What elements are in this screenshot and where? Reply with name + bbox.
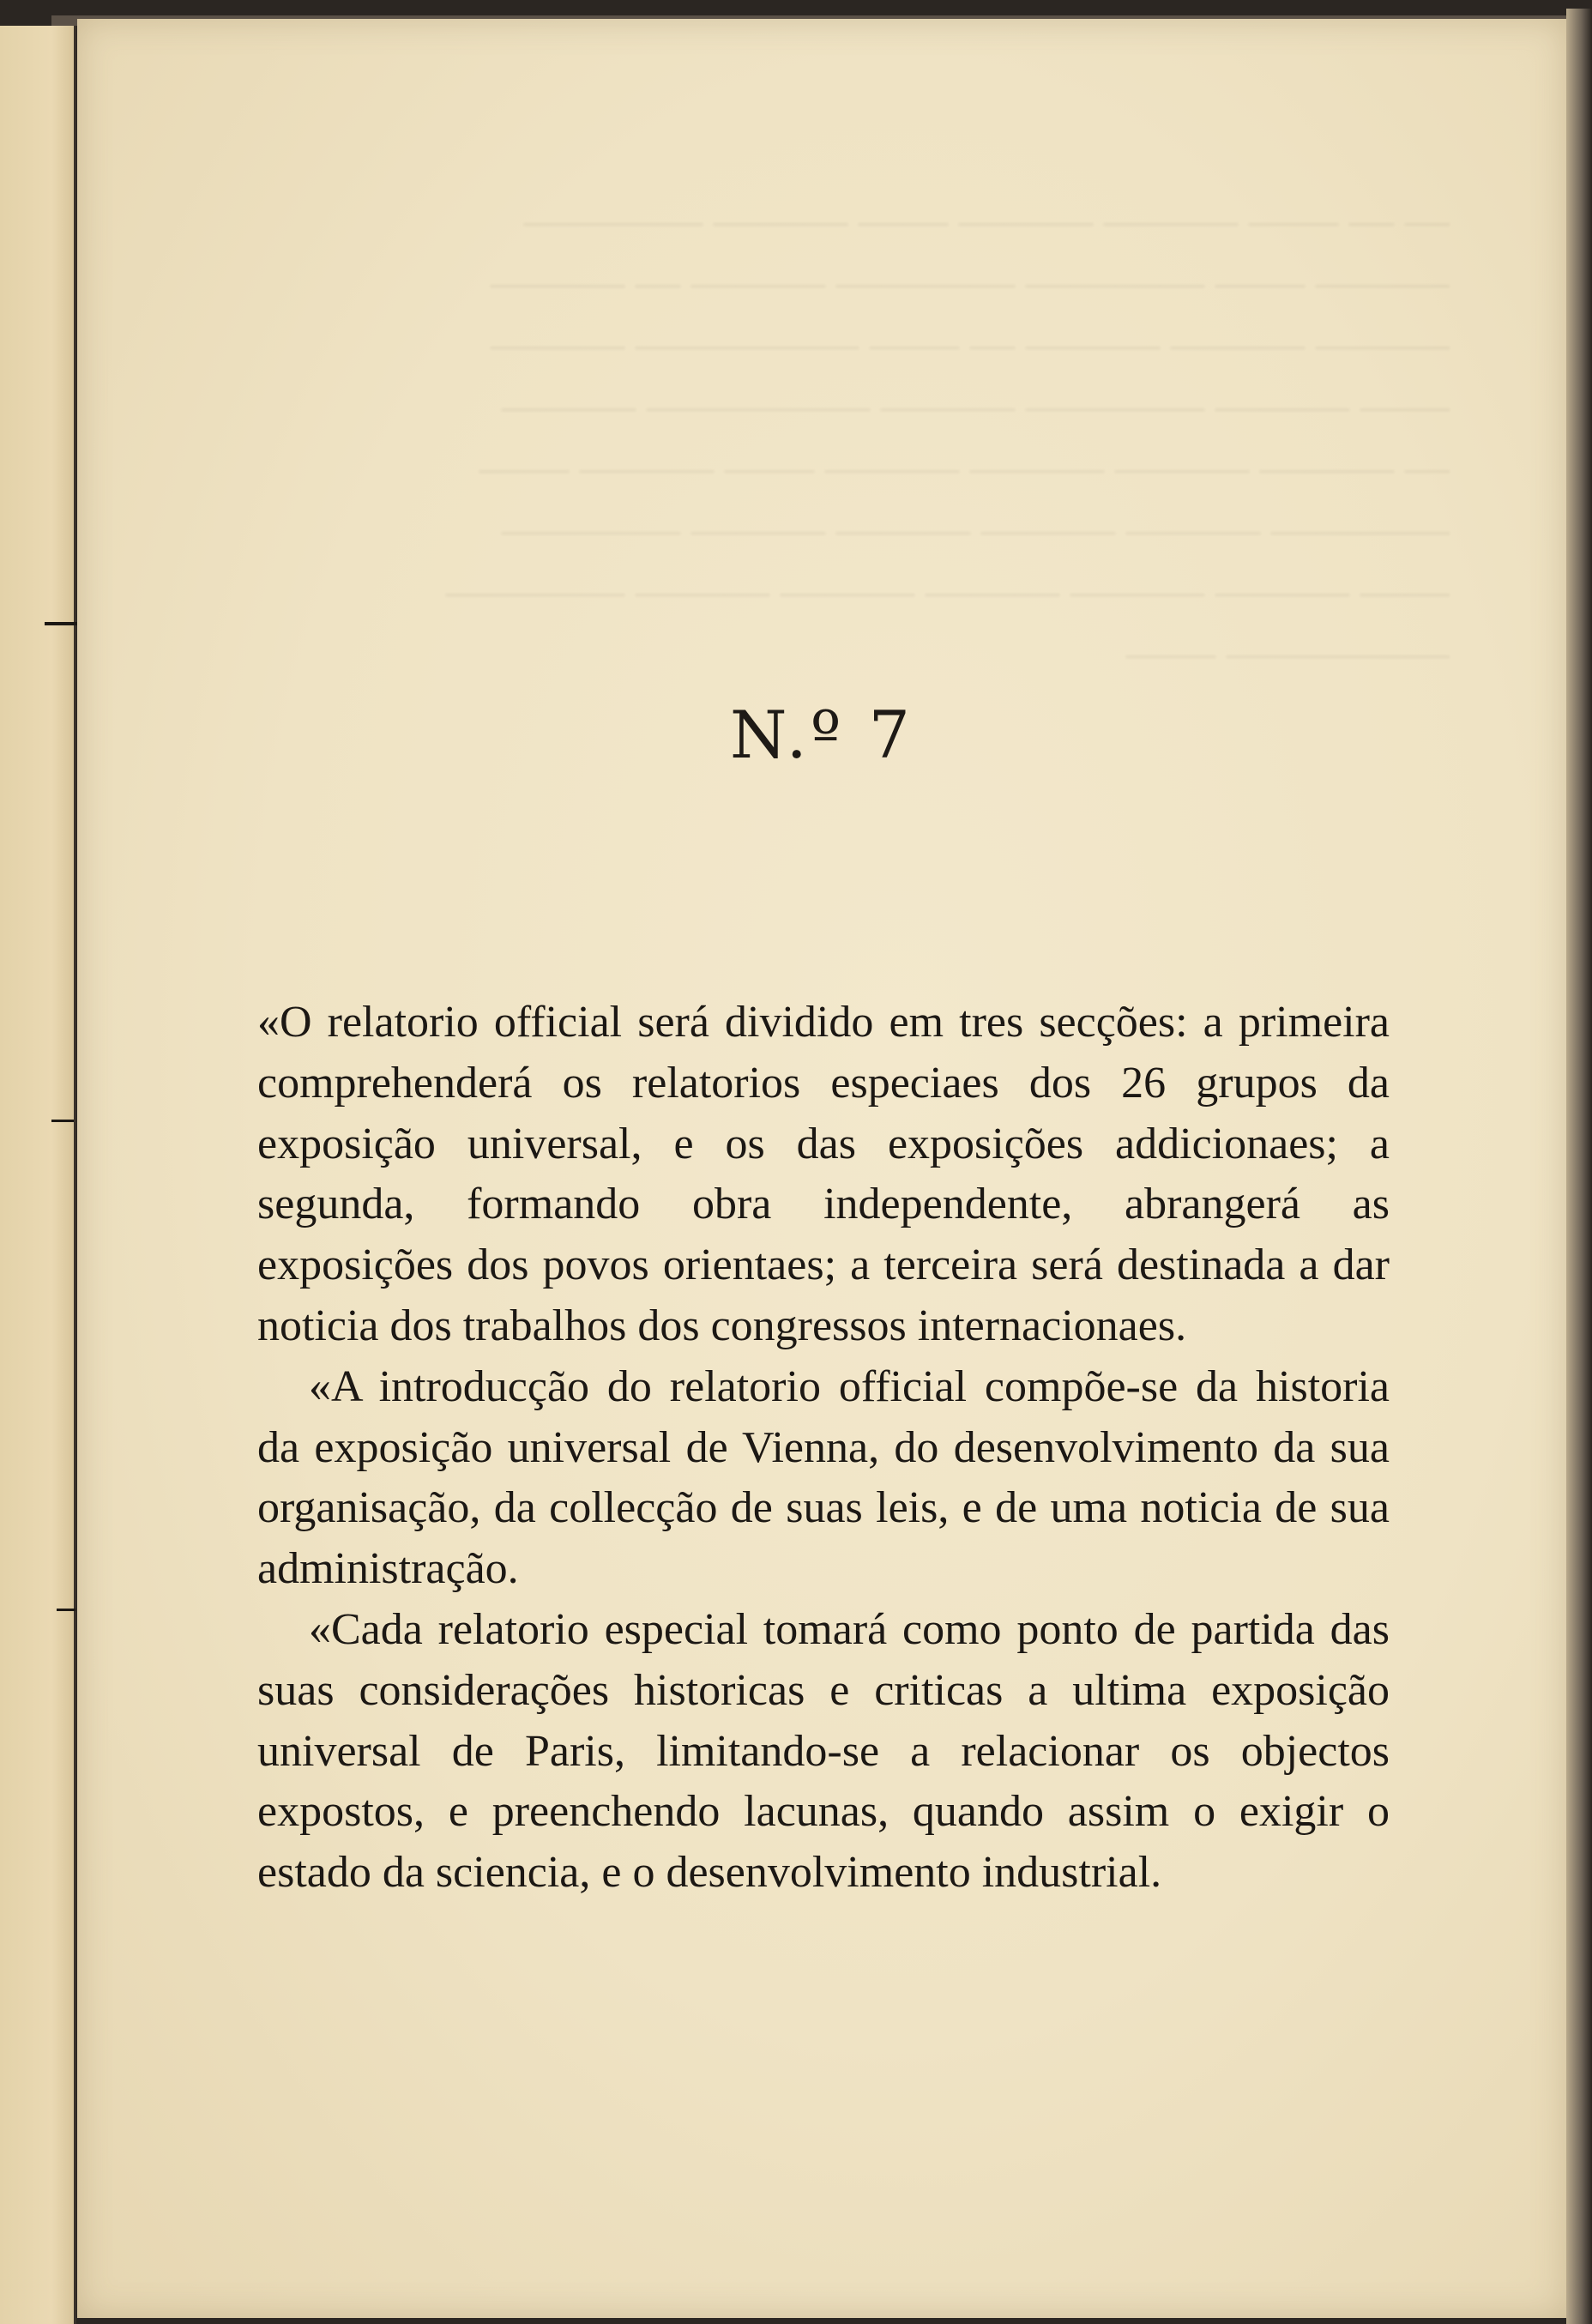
- show-through-texture: — — —— ——— ——— —— ——— ———— ——— —— ———— ———— ——— — ——— ——— ——— ——— — —— ————— ——— —— ——— ———— ——— ————— ——— — ——— ——— ——— ——— —— ——— —— ———— ——— ——— ——— ——— ———— —— ——— ——— ——— ——— ——— ———— ————— ——: [446, 196, 1450, 678]
- paragraph-report-sections: «O relatorio official será dividido em tres secções: a primeira comprehenderá os relatorios especiaes dos 26 grupos da exposição universal, e os das exposições addicionaes; a segunda, formando obra independente, abrangerá as exposições dos povos orientaes; a terceira será destinada a dar noticia dos trabalhos dos congressos internacionaes.: [257, 998, 1390, 1350]
- page: [77, 19, 1566, 2318]
- page-edge-mark: [45, 622, 79, 625]
- body-text: [257, 993, 1390, 1904]
- page-edge-mark: [51, 1120, 74, 1122]
- paragraph-introduction: «A introducção do relatorio official compõe-se da historia da exposição universal de Vienna, do desenvolvimento da sua organisação, da collecção de suas leis, e de uma noticia de sua administração.: [257, 1361, 1390, 1594]
- section-number-heading: N.º 7: [729, 697, 914, 773]
- page-edge-mark: [57, 1609, 75, 1611]
- paragraph-special-reports: «Cada relatorio especial tomará como ponto de partida das suas considerações historicas e criticas a ultima exposição universal de Paris, limitando-se a relacionar os objectos expostos, e preenchendo lacunas, quando assim o exigir o estado da sciencia, e o desenvolvimento industrial.: [257, 1604, 1390, 1898]
- right-page-edge: [1566, 9, 1592, 2324]
- left-facing-page-edge: [0, 26, 76, 2324]
